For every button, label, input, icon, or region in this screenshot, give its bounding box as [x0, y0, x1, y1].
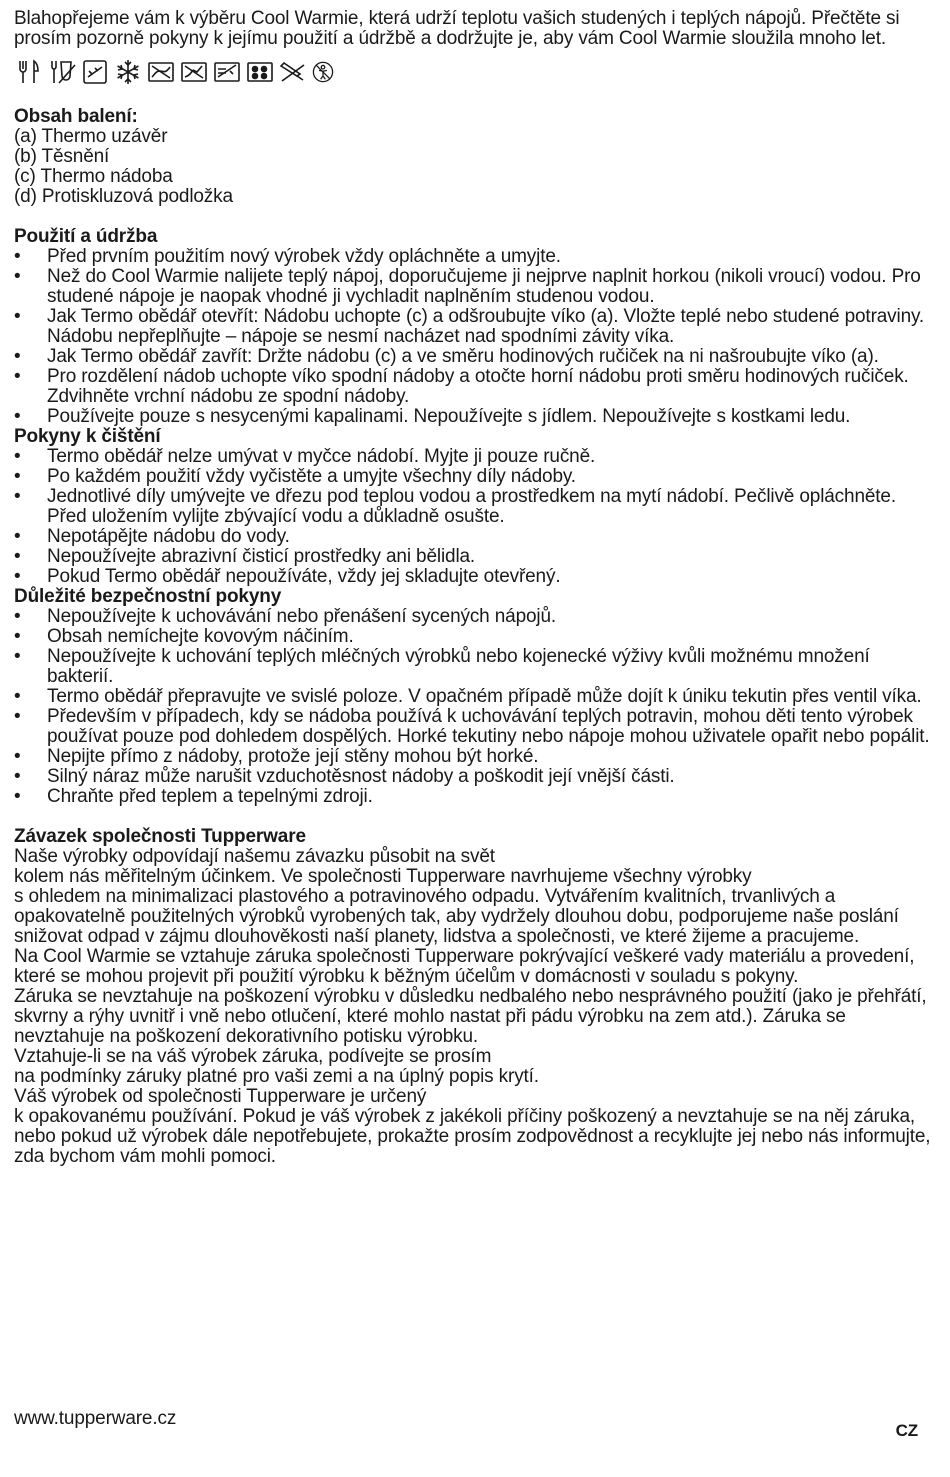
commitment-paragraph: Váš výrobek od společnosti Tupperware je určený — [14, 1086, 427, 1107]
list-item: • Termo obědář nelze umývat v myčce nádobí. Myjte ji pouze ručně. — [14, 447, 934, 467]
safety-heading: Důležité bezpečnostní pokyny — [14, 586, 282, 607]
cutlery-icon — [14, 57, 44, 87]
list-item: • Nepijte přímo z nádoby, protože její stěny mohou být horké. — [14, 747, 934, 767]
list-item: • Především v případech, kdy se nádoba používá k uchovávání teplých potravin, mohou děti tento výrobek používat pouze pod dohledem dospělých. Horké tekutiny nebo nápoje mohou uživatele opařit nebo popálit. — [14, 707, 934, 747]
commitment-paragraph: na podmínky záruky platné pro vaši zemi a na úplný popis krytí. — [14, 1066, 539, 1087]
list-item: • Chraňte před teplem a tepelnými zdroji. — [14, 787, 934, 807]
microwave-icon — [146, 57, 176, 87]
list-item: • Nepoužívejte k uchovávání nebo přenášení sycených nápojů. — [14, 607, 934, 627]
list-item: • Nepoužívejte abrazivní čisticí prostředky ani bělidla. — [14, 547, 934, 567]
fork-glass-icon — [47, 57, 77, 87]
document-page — [14, 9, 934, 1167]
commitment-paragraph: nebo pokud už výrobek dále nepotřebujete, prokažte prosím zodpovědnost a recyklujte jej nebo nás informujte, zda bychom vám mohli pomoci. — [14, 1126, 931, 1167]
list-item: • Po každém použití vždy vyčistěte a umyjte všechny díly nádoby. — [14, 467, 934, 487]
country-code: CZ — [895, 1421, 918, 1440]
list-item: • Pro rozdělení nádob uchopte víko spodní nádoby a otočte horní nádobu proti směru hodinových ručiček. Zdvihněte vrchní nádobu ze spodní nádoby. — [14, 367, 934, 407]
list-item: • Pokud Termo obědář nepoužíváte, vždy jej skladujte otevřený. — [14, 567, 934, 587]
usage-heading: Použití a údržba — [14, 226, 158, 247]
list-item: • Před prvním použitím nový výrobek vždy opláchněte a umyjte. — [14, 247, 934, 267]
commitment-body — [14, 847, 934, 1167]
cleaning-heading: Pokyny k čištění — [14, 426, 161, 447]
list-item: • Silný náraz může narušit vzduchotěsnost nádoby a poškodit její vnější části. — [14, 767, 934, 787]
commitment-paragraph: Naše výrobky odpovídají našemu závazku působit na svět — [14, 846, 495, 867]
dishwasher-icon — [80, 57, 110, 87]
list-item: • Termo obědář přepravujte ve svislé poloze. V opačném případě může dojít k úniku tekutin přes ventil víka. — [14, 687, 934, 707]
contents-heading: Obsah balení: — [14, 106, 138, 127]
commitment-paragraph: Záruka se nevztahuje na poškození výrobku v důsledku nedbalého nebo nesprávného použití (jako je přehřátí, skvrny a rýhy uvnitř i vně nebo otlučení, které mohlo nastat při pádu výrobku na zem atd.). Záruka se nevztahuje na poškození dekorativního potisku výrobku. — [14, 986, 927, 1047]
list-item: • Nepotápějte nádobu do vody. — [14, 527, 934, 547]
usage-icons-row — [14, 55, 934, 89]
commitment-paragraph: Vztahuje-li se na váš výrobek záruka, podívejte se prosím — [14, 1046, 492, 1067]
cleaning-list — [14, 447, 934, 587]
list-item: • Používejte pouze s nesycenými kapalinami. Nepoužívejte s jídlem. Nepoužívejte s kostkami ledu. — [14, 407, 934, 427]
list-item: • Jak Termo obědář zavřít: Držte nádobu (c) a ve směru hodinových ručiček na ni našroubujte víko (a). — [14, 347, 934, 367]
website-url: www.tupperware.cz — [14, 1408, 177, 1429]
hob-icon — [245, 57, 275, 87]
child-icon — [311, 60, 335, 84]
list-item: • Nepoužívejte k uchování teplých mléčných výrobků nebo kojenecké výživy kvůli možnému množení bakterií. — [14, 647, 934, 687]
freezer-icon — [113, 57, 143, 87]
contents-item: (b) Těsnění — [14, 146, 110, 167]
list-item: • Obsah nemíchejte kovovým náčiním. — [14, 627, 934, 647]
commitment-paragraph: kolem nás měřitelným účinkem. Ve společnosti Tupperware navrhujeme všechny výrobky — [14, 866, 752, 887]
contents-item: (c) Thermo nádoba — [14, 166, 173, 187]
list-item: • Jak Termo obědář otevřít: Nádobu uchopte (c) a odšroubujte víko (a). Vložte teplé nebo studené potraviny. Nádobu nepřeplňujte – nápoje se nesmí nacházet nad spodními závity víka. — [14, 307, 934, 347]
contents-item: (a) Thermo uzávěr — [14, 126, 168, 147]
intro-text: Blahopřejeme vám k výběru Cool Warmie, která udrží teplotu vašich studených i teplých nápojů. Přečtěte si prosím pozorně pokyny k jejímu použití a údržbě a dodržujte je, aby vám Cool Warmie sloužila mnoho let. — [14, 8, 900, 49]
commitment-paragraph: Na Cool Warmie se vztahuje záruka společnosti Tupperware pokrývající veškeré vady materiálu a provedení, které se mohou projevit při použití výrobku k běžným účelům v domácnosti v souladu s pokyny. — [14, 946, 915, 987]
usage-list — [14, 247, 934, 427]
commitment-paragraph: s ohledem na minimalizaci plastového a potravinového odpadu. Vytvářením kvalitních, trvanlivých a opakovatelně použitelných výrobků vyrobených tak, aby vydržely dlouhou dobu, podporujeme naše poslání snižovat odpad v zájmu dlouhověkosti naší planety, lidstva a společnosti, ve které žijeme a pracujeme. — [14, 886, 899, 947]
oven-icon — [179, 57, 209, 87]
list-item: • Než do Cool Warmie nalijete teplý nápoj, doporučujeme ji nejprve naplnit horkou (nikoli vroucí) vodou. Pro studené nápoje je naopak vhodné ji vychladit naplněním studenou vodou. — [14, 267, 934, 307]
grill-icon — [212, 57, 242, 87]
commitment-paragraph: k opakovanému používání. Pokud je váš výrobek z jakékoli příčiny poškozený a nevztahuje se na něj záruka, — [14, 1106, 915, 1127]
knife-icon — [278, 57, 308, 87]
safety-list — [14, 607, 934, 807]
contents-list — [14, 127, 934, 207]
commitment-heading: Závazek společnosti Tupperware — [14, 826, 306, 847]
contents-item: (d) Protiskluzová podložka — [14, 186, 233, 207]
list-item: • Jednotlivé díly umývejte ve dřezu pod teplou vodou a prostředkem na mytí nádobí. Pečlivě opláchněte. Před uložením vylijte zbývající vodu a důkladně osušte. — [14, 487, 934, 527]
